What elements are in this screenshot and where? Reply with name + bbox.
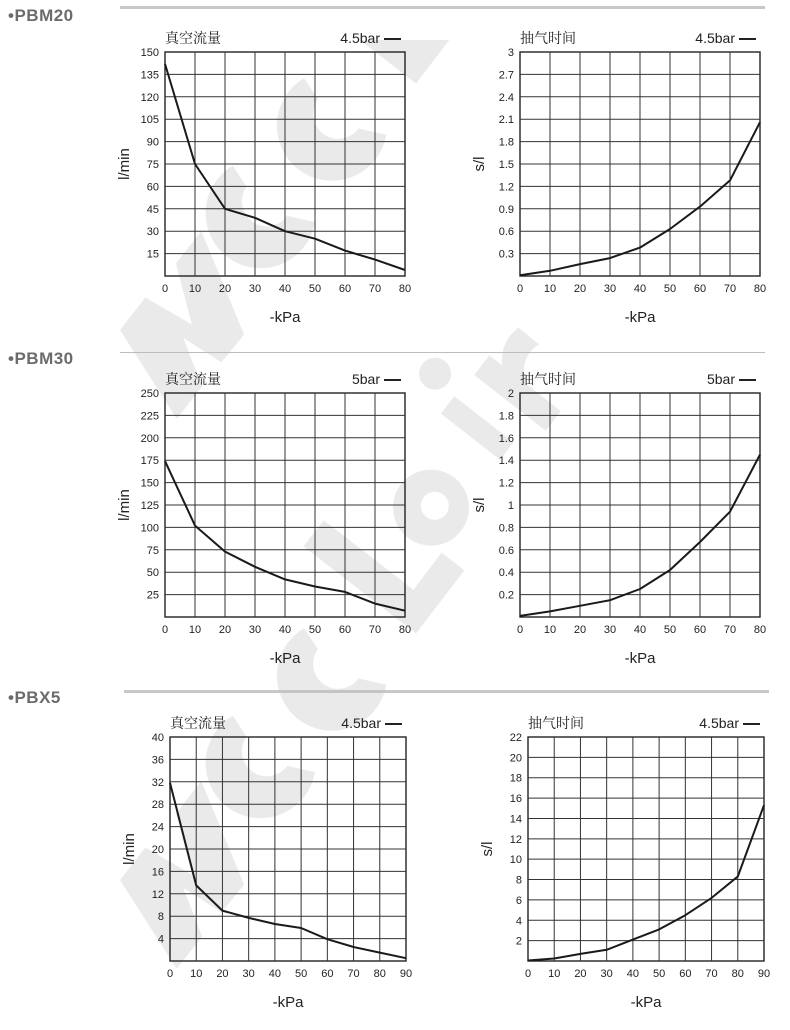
x-tick-label: 10 — [548, 968, 561, 980]
chart-title: 抽气时间 — [520, 371, 576, 387]
x-tick-label: 30 — [603, 624, 617, 636]
x-tick-label: 50 — [652, 968, 666, 980]
chart-pbm20-evacuation-time — [470, 20, 770, 350]
y-tick-label: 16 — [509, 793, 522, 806]
x-tick-label: 70 — [368, 624, 382, 636]
y-tick-label: 90 — [146, 136, 159, 149]
x-tick-label: 20 — [574, 968, 587, 980]
y-tick-label: 0.6 — [498, 544, 514, 557]
y-axis-label: s/l — [471, 156, 488, 172]
y-tick-label: 20 — [151, 844, 164, 856]
x-tick-label: 60 — [338, 283, 352, 295]
x-tick-label: 30 — [242, 968, 255, 980]
x-tick-label: 30 — [603, 283, 617, 295]
x-tick-label: 10 — [188, 624, 202, 636]
y-tick-label: 22 — [509, 732, 522, 744]
x-tick-label: 60 — [693, 624, 707, 636]
y-tick-label: 40 — [151, 732, 164, 744]
y-axis-label: l/min — [116, 148, 133, 180]
legend-label: 5bar — [351, 371, 380, 387]
y-tick-label: 4 — [157, 933, 164, 946]
y-tick-label: 12 — [509, 833, 522, 846]
y-tick-label: 2.4 — [498, 91, 514, 104]
y-tick-label: 150 — [140, 477, 159, 490]
x-tick-label: 70 — [347, 968, 360, 980]
chart-title: 抽气时间 — [520, 30, 576, 46]
x-tick-label: 40 — [278, 283, 292, 295]
section-name: PBM20 — [14, 6, 74, 25]
x-axis-label: -kPa — [269, 309, 301, 326]
x-tick-label: 20 — [216, 968, 229, 980]
y-tick-label: 15 — [146, 248, 159, 261]
x-tick-label: 80 — [398, 283, 412, 295]
y-tick-label: 14 — [509, 813, 522, 826]
y-tick-label: 8 — [515, 874, 522, 887]
y-tick-label: 20 — [509, 752, 522, 765]
y-tick-label: 1 — [507, 500, 514, 512]
x-tick-label: 30 — [600, 968, 613, 980]
x-tick-label: 40 — [633, 624, 647, 636]
y-tick-label: 45 — [146, 203, 159, 216]
chart-pbm20-vacuum-flow — [100, 20, 420, 350]
section-bullet: • — [8, 349, 15, 368]
section-name: PBX5 — [14, 688, 61, 707]
x-axis-label: -kPa — [269, 650, 301, 667]
y-tick-label: 1.8 — [498, 410, 514, 423]
y-tick-label: 1.8 — [498, 136, 514, 149]
y-tick-label: 0.9 — [498, 203, 514, 216]
y-tick-label: 0.4 — [498, 567, 514, 580]
section-title-pbx5 — [8, 688, 61, 708]
y-axis-label: s/l — [471, 497, 488, 513]
x-tick-label: 10 — [543, 283, 557, 295]
y-tick-label: 2.1 — [498, 114, 514, 127]
x-axis-label: -kPa — [624, 650, 656, 667]
chart-title: 真空流量 — [170, 715, 226, 731]
section-bullet: • — [8, 688, 15, 707]
x-tick-label: 0 — [516, 624, 524, 636]
y-tick-label: 75 — [146, 159, 159, 171]
section-divider — [124, 690, 769, 693]
x-tick-label: 80 — [731, 968, 744, 980]
y-tick-label: 1.2 — [498, 181, 514, 194]
y-tick-label: 8 — [157, 911, 164, 924]
x-tick-label: 90 — [399, 968, 413, 980]
legend-label: 4.5bar — [341, 715, 381, 731]
x-axis-label: -kPa — [630, 994, 662, 1011]
x-tick-label: 20 — [573, 283, 587, 295]
x-tick-label: 60 — [693, 283, 707, 295]
y-tick-label: 1.5 — [498, 159, 514, 171]
legend-label: 4.5bar — [699, 715, 739, 731]
x-tick-label: 50 — [663, 283, 677, 295]
legend-label: 4.5bar — [340, 30, 380, 46]
x-tick-label: 80 — [753, 624, 767, 636]
y-tick-label: 60 — [146, 181, 159, 194]
x-tick-label: 60 — [679, 968, 692, 980]
y-tick-label: 36 — [151, 754, 164, 767]
x-tick-label: 90 — [757, 968, 771, 980]
x-tick-label: 40 — [268, 968, 282, 980]
x-tick-label: 60 — [338, 624, 352, 636]
chart-pbx5-vacuum-flow — [100, 700, 430, 1030]
x-tick-label: 10 — [543, 624, 557, 636]
y-tick-label: 100 — [140, 522, 159, 535]
x-tick-label: 80 — [398, 624, 412, 636]
y-tick-label: 2.7 — [498, 69, 514, 82]
y-axis-label: s/l — [479, 841, 496, 857]
x-tick-label: 70 — [723, 624, 737, 636]
y-tick-label: 4 — [515, 915, 522, 928]
section-name: PBM30 — [14, 349, 74, 368]
x-axis-label: -kPa — [272, 994, 304, 1011]
y-tick-label: 30 — [146, 226, 159, 239]
x-tick-label: 0 — [166, 968, 174, 980]
x-tick-label: 80 — [753, 283, 767, 295]
series-line — [170, 783, 406, 958]
section-divider — [120, 352, 765, 353]
y-tick-label: 200 — [140, 432, 159, 445]
x-tick-label: 70 — [723, 283, 737, 295]
x-tick-label: 50 — [663, 624, 677, 636]
x-tick-label: 20 — [573, 624, 587, 636]
x-tick-label: 50 — [294, 968, 308, 980]
chart-pbm30-vacuum-flow — [100, 360, 420, 680]
section-bullet: • — [8, 6, 15, 25]
y-tick-label: 12 — [151, 888, 164, 901]
y-tick-label: 125 — [140, 500, 159, 512]
y-tick-label: 0.6 — [498, 226, 514, 239]
y-tick-label: 0.8 — [498, 522, 514, 535]
section-divider — [120, 6, 765, 9]
y-tick-label: 16 — [151, 866, 164, 879]
y-tick-label: 120 — [140, 91, 159, 104]
y-tick-label: 150 — [140, 47, 159, 59]
series-line — [528, 805, 764, 960]
x-tick-label: 70 — [368, 283, 382, 295]
x-tick-label: 50 — [308, 283, 322, 295]
plot-frame — [528, 737, 764, 961]
y-tick-label: 1.6 — [498, 432, 514, 445]
x-tick-label: 30 — [248, 283, 262, 295]
y-tick-label: 0.2 — [498, 589, 514, 602]
chart-title: 抽气时间 — [528, 715, 584, 731]
y-axis-label: l/min — [121, 833, 138, 865]
x-tick-label: 30 — [248, 624, 262, 636]
x-tick-label: 70 — [705, 968, 718, 980]
section-title-pbm30 — [8, 349, 74, 369]
x-tick-label: 80 — [373, 968, 386, 980]
y-tick-label: 225 — [140, 410, 159, 423]
y-tick-label: 2 — [507, 388, 514, 400]
y-tick-label: 50 — [146, 567, 159, 580]
y-tick-label: 1.2 — [498, 477, 514, 490]
y-tick-label: 105 — [140, 114, 159, 127]
chart-title: 真空流量 — [165, 371, 221, 387]
y-tick-label: 135 — [140, 69, 159, 82]
x-tick-label: 50 — [308, 624, 322, 636]
legend-label: 5bar — [706, 371, 735, 387]
y-tick-label: 28 — [151, 799, 164, 812]
y-tick-label: 3 — [507, 47, 514, 59]
section-title-pbm20 — [8, 6, 74, 26]
x-tick-label: 20 — [218, 283, 232, 295]
x-tick-label: 0 — [524, 968, 532, 980]
x-tick-label: 40 — [278, 624, 292, 636]
chart-pbm30-evacuation-time — [470, 360, 770, 680]
y-tick-label: 6 — [515, 894, 522, 907]
y-tick-label: 175 — [140, 455, 159, 468]
y-tick-label: 10 — [509, 854, 522, 867]
x-axis-label: -kPa — [624, 309, 656, 326]
y-tick-label: 250 — [140, 388, 159, 400]
y-tick-label: 25 — [146, 589, 159, 602]
x-tick-label: 20 — [218, 624, 232, 636]
y-tick-label: 75 — [146, 544, 159, 557]
x-tick-label: 0 — [161, 283, 169, 295]
y-tick-label: 2 — [515, 935, 522, 948]
x-tick-label: 60 — [321, 968, 334, 980]
y-axis-label: l/min — [116, 489, 133, 521]
x-tick-label: 0 — [161, 624, 169, 636]
x-tick-label: 10 — [188, 283, 202, 295]
legend-label: 4.5bar — [695, 30, 735, 46]
x-tick-label: 0 — [516, 283, 524, 295]
x-tick-label: 40 — [633, 283, 647, 295]
x-tick-label: 10 — [190, 968, 203, 980]
y-tick-label: 1.4 — [498, 455, 514, 468]
y-tick-label: 0.3 — [498, 248, 514, 261]
y-tick-label: 24 — [151, 821, 164, 834]
y-tick-label: 18 — [509, 772, 522, 785]
x-tick-label: 40 — [626, 968, 640, 980]
y-tick-label: 32 — [151, 776, 164, 789]
chart-title: 真空流量 — [165, 30, 221, 46]
chart-pbx5-evacuation-time — [470, 700, 770, 1030]
